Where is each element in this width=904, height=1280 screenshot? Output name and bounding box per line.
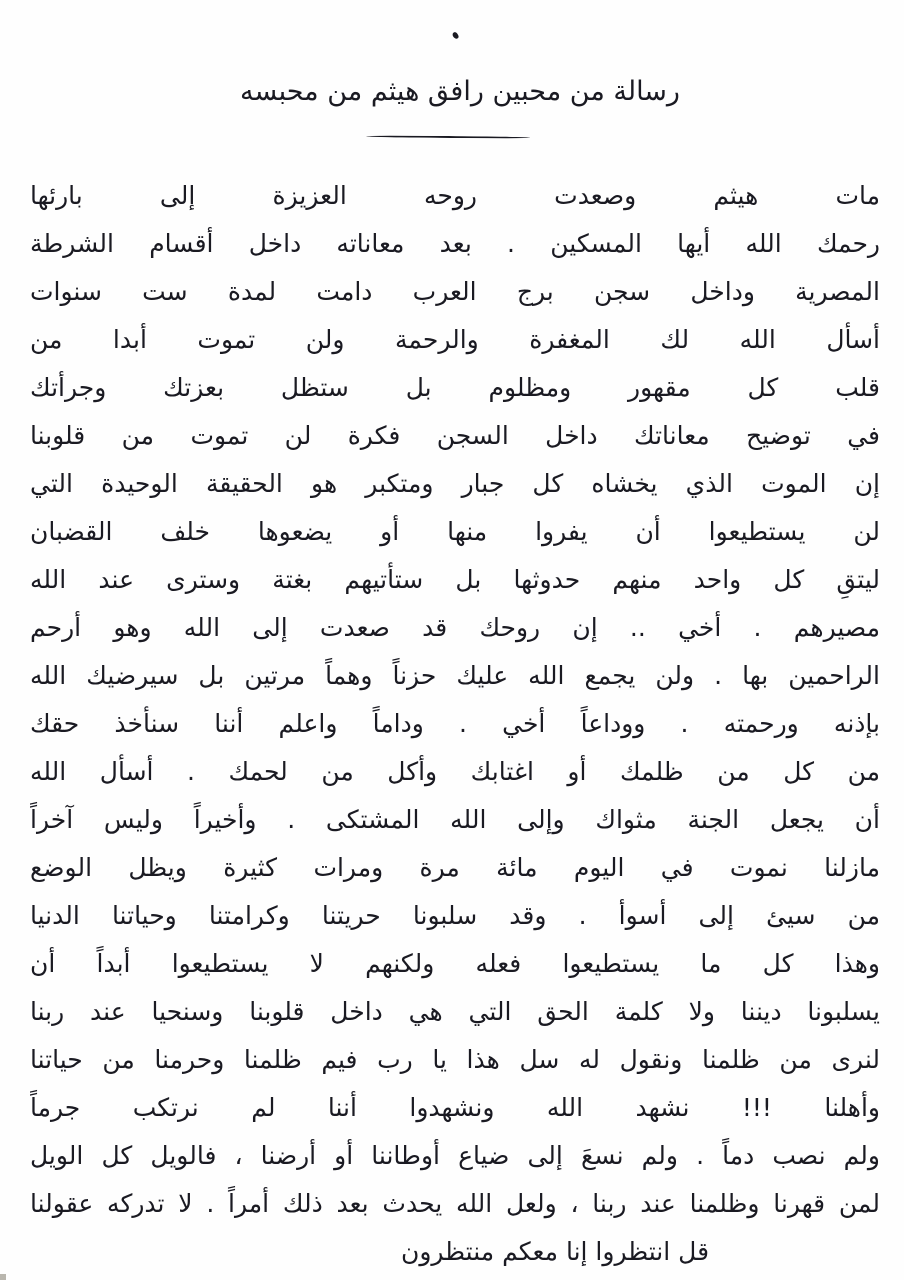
letter-line: من سيئ إلى أسوأ . وقد سلبونا حريتنا وكرامتنا وحياتنا الدنيا [30, 901, 880, 930]
letter-line: أسأل الله لك المغفرة والرحمة ولن تموت أبدا من [30, 325, 880, 354]
letter-line: يسلبونا ديننا ولا كلمة الحق التي هي داخل قلوبنا وسنحيا عند ربنا [30, 997, 880, 1026]
letter-line: لن يستطيعوا أن يفروا منها أو يضعوها خلف القضبان [30, 517, 880, 546]
letter-line: مصيرهم . أخي .. إن روحك قد صعدت إلى الله وهو أرحم [30, 613, 880, 642]
letter-line: من كل من ظلمك أو اغتابك وأكل من لحمك . أسأل الله [30, 757, 880, 786]
letter-line: مات هيثم وصعدت روحه العزيزة إلى بارئها [30, 181, 880, 210]
letter-line: وأهلنا !!! نشهد الله ونشهدوا أننا لم نرتكب جرماً [30, 1093, 880, 1122]
letter-line: في توضيح معاناتك داخل السجن فكرة لن تموت من قلوبنا [30, 421, 880, 450]
letter-line: إن الموت الذي يخشاه كل جبار ومتكبر هو الحقيقة الوحيدة التي [30, 469, 880, 498]
letter-line: لنرى من ظلمنا ونقول له سل هذا يا رب فيم ظلمنا وحرمنا من حياتنا [30, 1045, 880, 1074]
letter-line: ليتقِ كل واحد منهم حدوثها بل ستأتيهم بغتة وسترى عند الله [30, 565, 880, 594]
letter-body [30, 172, 880, 1276]
letter-line: قلب كل مقهور ومظلوم بل ستظل بعزتك وجرأتك [30, 373, 880, 402]
letter-line: المصرية وداخل سجن برج العرب دامت لمدة ست سنوات [30, 277, 880, 306]
title-underline [366, 135, 530, 138]
letter-line: مازلنا نموت في اليوم مائة مرة ومرات كثيرة ويظل الوضع [30, 853, 880, 882]
letter-line: ولم نصب دماً . ولم نسعَ إلى ضياع أوطاننا أو أرضنا ، فالويل كل الويل [30, 1141, 880, 1170]
letter-line: بإذنه ورحمته . ووداعاً أخي . وداماً واعلم أننا سنأخذ حقك [30, 709, 880, 738]
ink-mark [452, 31, 460, 40]
letter-line: أن يجعل الجنة مثواك وإلى الله المشتكى . وأخيراً وليس آخراً [30, 805, 880, 834]
letter-line: الراحمين بها . ولن يجمع الله عليك حزناً وهماً مرتين بل سيرضيك الله [30, 661, 880, 690]
letter-line: رحمك الله أيها المسكين . بعد معاناته داخل أقسام الشرطة [30, 229, 880, 258]
letter-title: رسالة من محبين رافق هيثم من محبسه [240, 76, 680, 107]
letter-line: وهذا كل ما يستطيعوا فعله ولكنهم لا يستطيعوا أبداً أن [30, 949, 880, 978]
scan-artifact [0, 1274, 6, 1280]
closing-verse: قل انتظروا إنا معكم منتظرون [400, 1237, 710, 1266]
letter-line: لمن قهرنا وظلمنا عند ربنا ، ولعل الله يحدث بعد ذلك أمراً . لا تدركه عقولنا [30, 1189, 880, 1218]
